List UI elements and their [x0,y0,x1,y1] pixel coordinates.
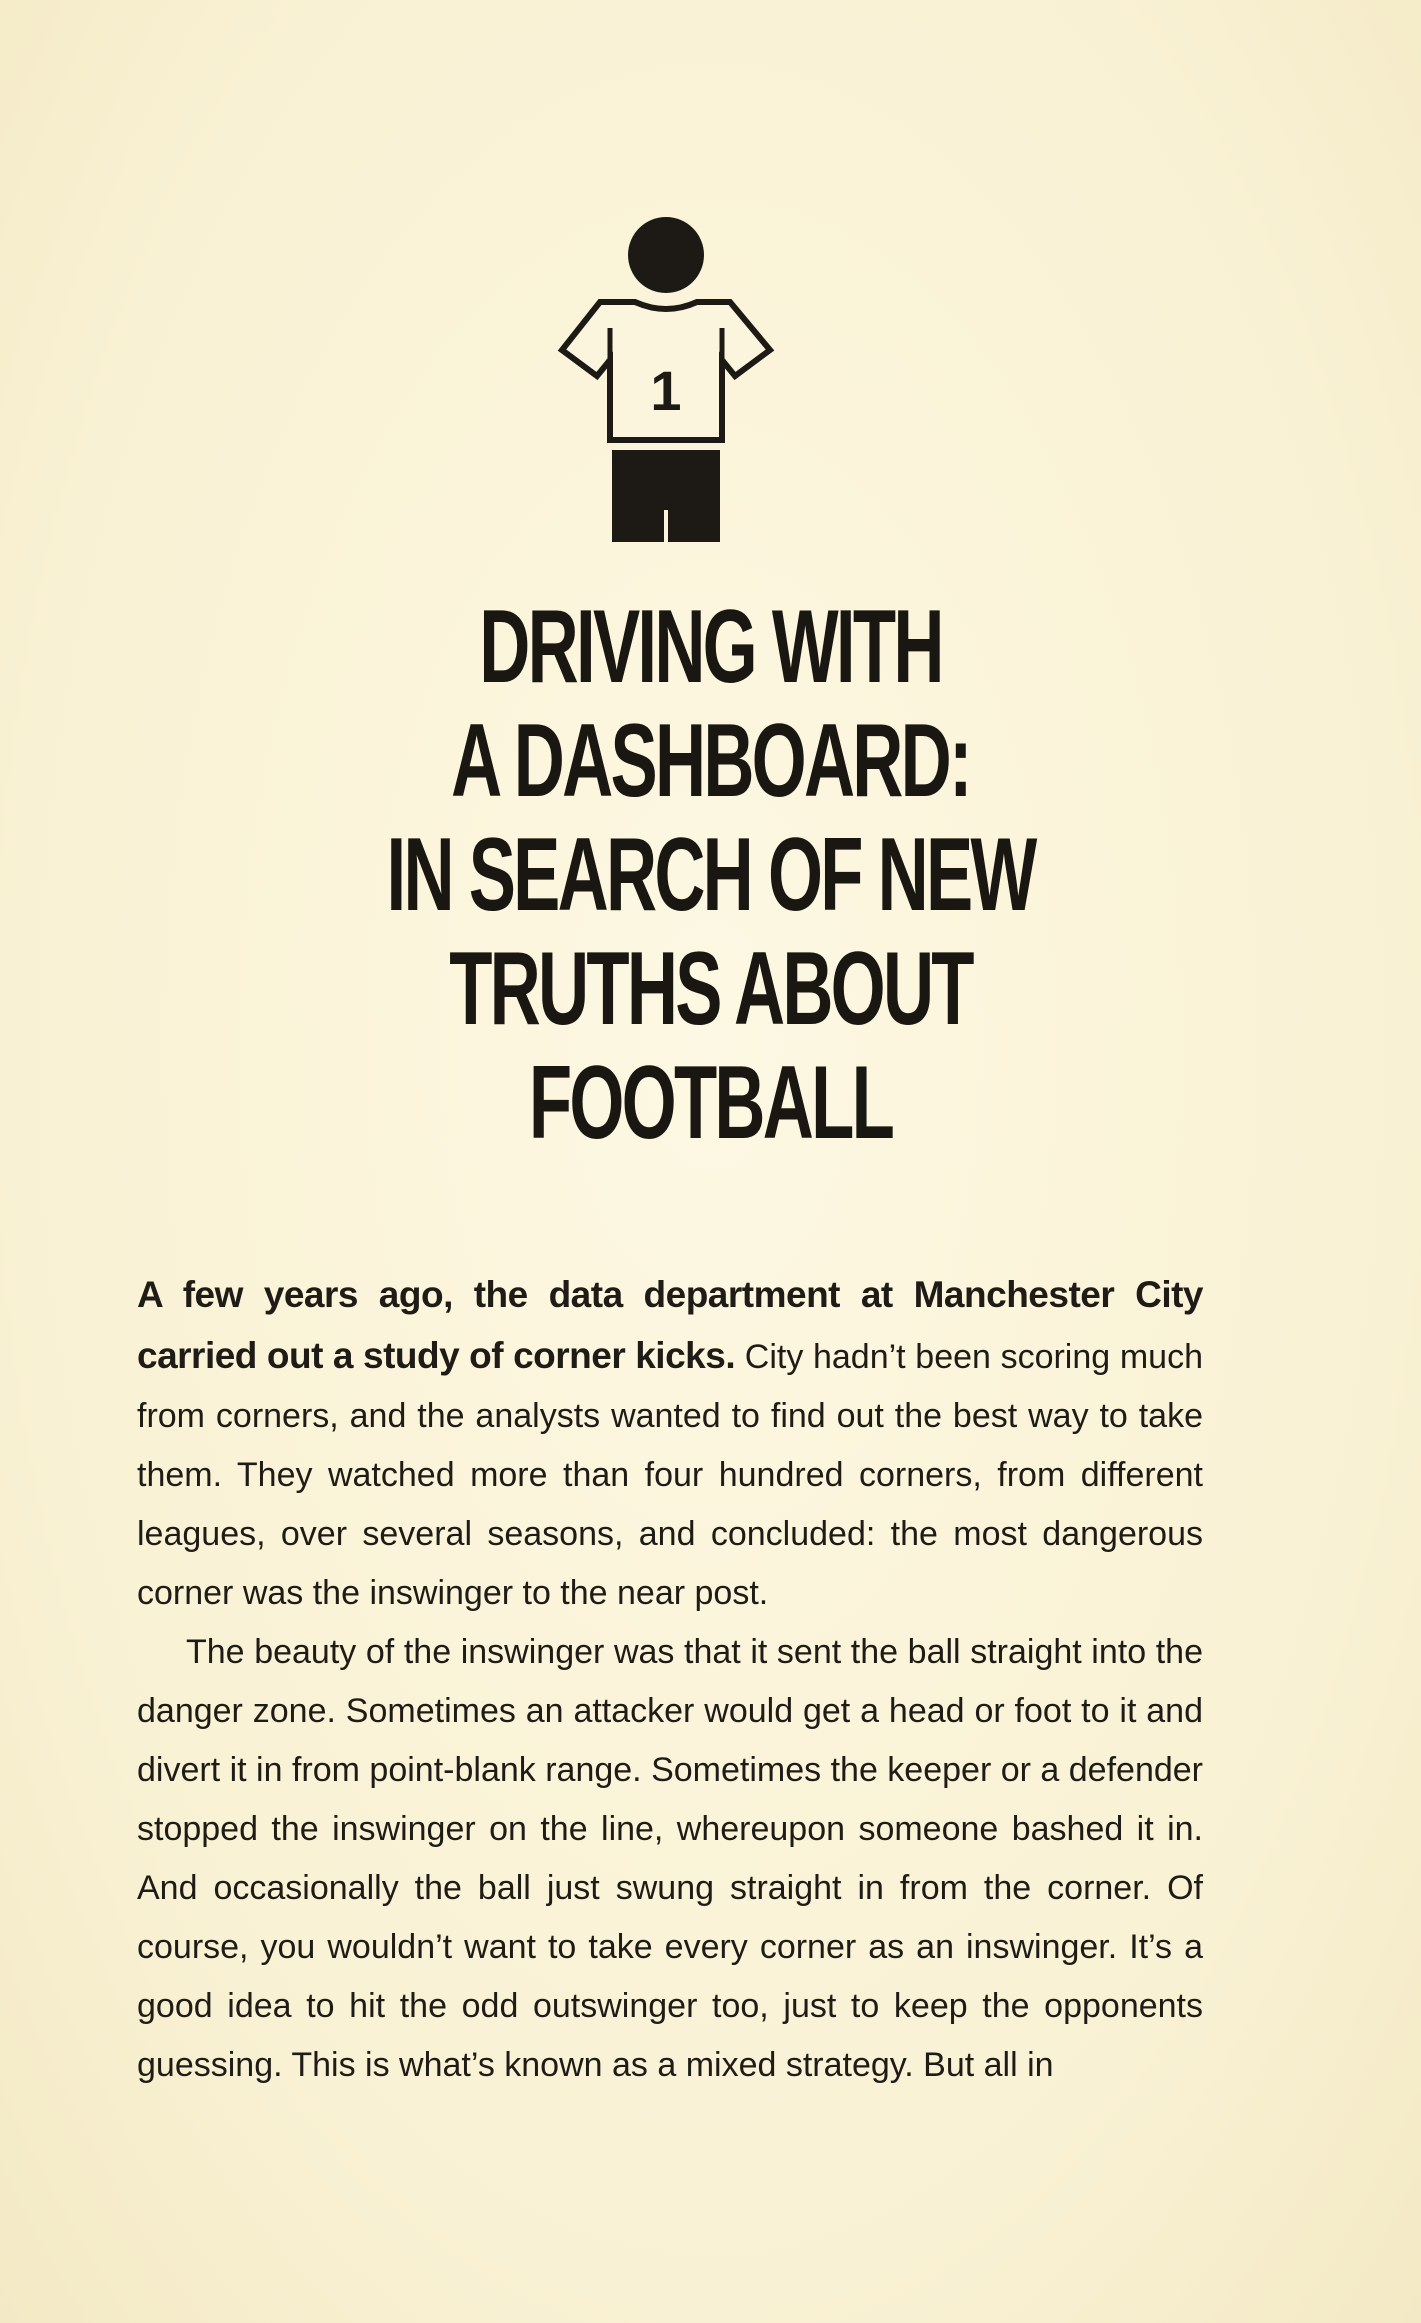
chapter-title-line: FOOTBALL [528,1045,893,1161]
shirt-number: 1 [650,359,682,422]
paragraph [137,1623,1203,2095]
lead-in: A few years ago, the data department at Manchester City carried out a study of corner kicks. [137,1274,1203,1376]
paragraph [137,1265,1203,1623]
chapter-title-line: A DASHBOARD: [451,703,970,819]
chapter-body [137,1265,1203,2095]
chapter-title-line: IN SEARCH OF NEW [386,817,1035,933]
chapter-title-line: TRUTHS ABOUT [449,931,972,1047]
footballer-icon [530,210,800,550]
chapter-title [227,590,1193,1160]
chapter-title-line: DRIVING WITH [479,589,942,705]
paragraph-text: City hadn’t been scoring much from corners, and the analysts wanted to find out the best way to take them. They watched more than four hundred corners, from different leagues, over several seasons, and concluded: the most dangerous corner was the inswinger to the near post. [137,1338,1203,1612]
paragraph-text: The beauty of the inswinger was that it sent the ball straight into the danger zone. Sometimes an attacker would get a head or foot to it and divert it in from point-blank range. Sometimes the keeper or a defender stopped the inswinger on the line, whereupon someone bashed it in. And occasionally the ball just swung straight in from the corner. Of course, you wouldn’t want to take every corner as an inswinger. It’s a good idea to hit the odd outswinger too, just to keep the opponents guessing. This is what’s known as a mixed strategy. But all in [137,1633,1203,2084]
head-shape [628,217,704,293]
